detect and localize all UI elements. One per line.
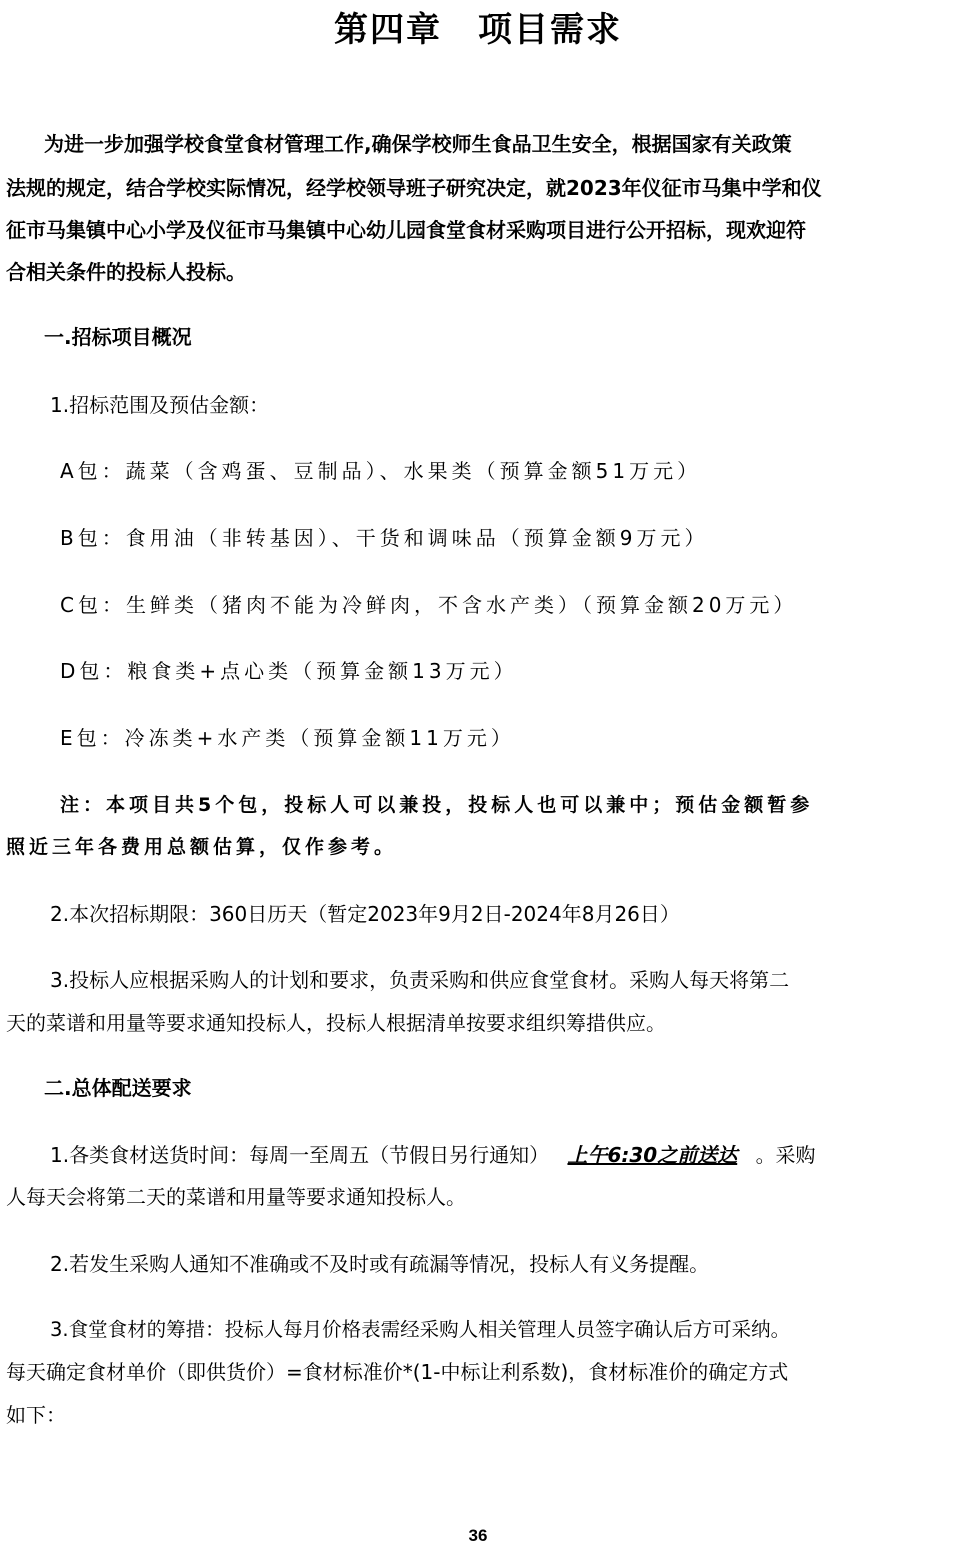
intro-line-4: 合相关条件的投标人投标。: [6, 260, 246, 284]
section1-item2: 2.本次招标期限：360日历天（暂定2023年9月2日-2024年8月26日）: [50, 902, 680, 926]
intro-line-2: 法规的规定，结合学校实际情况，经学校领导班子研究决定，就2023年仪征市马集中学和仪: [6, 176, 822, 200]
section2-item1-line-1: [50, 1143, 816, 1167]
package-e: E包：冷冻类+水产类（预算金额11万元）: [60, 726, 515, 750]
package-a: A包：蔬菜（含鸡蛋、豆制品）、水果类（预算金额51万元）: [60, 459, 702, 483]
chapter-title: 第四章 项目需求: [334, 10, 622, 50]
section2-item3-line-1: 3.食堂食材的筹措：投标人每月价格表需经采购人相关管理人员签字确认后方可采纳。: [50, 1318, 791, 1341]
intro-line-3: 征市马集镇中心小学及仪征市马集镇中心幼儿园食堂食材采购项目进行公开招标，现欢迎符: [6, 218, 806, 242]
intro-line-1: 为进一步加强学校食堂食材管理工作,确保学校师生食品卫生安全，根据国家有关政策: [44, 132, 792, 156]
package-d: D包：粮食类+点心类（预算金额13万元）: [60, 659, 518, 683]
section2-item3-line-2: 每天确定食材单价（即供货价）=食材标准价*(1-中标让利系数)，食材标准价的确定方式: [6, 1360, 789, 1384]
section2-item1-prefix: 1.各类食材送货时间：每周一至周五（节假日另行通知）: [50, 1143, 550, 1167]
section2-item3-line-3: 如下：: [6, 1403, 66, 1427]
section2-heading: 二.总体配送要求: [44, 1076, 192, 1100]
section1-heading: 一.招标项目概况: [44, 325, 192, 349]
package-b: B包：食用油（非转基因）、干货和调味品（预算金额9万元）: [60, 526, 709, 550]
section1-item3-line-2: 天的菜谱和用量等要求通知投标人，投标人根据清单按要求组织筹措供应。: [6, 1011, 666, 1035]
page-number: 36: [468, 1526, 488, 1545]
package-c: C包：生鲜类（猪肉不能为冷鲜肉，不含水产类）（预算金额20万元）: [60, 593, 798, 617]
section1-item3-line-1: 3.投标人应根据采购人的计划和要求，负责采购和供应食堂食材。采购人每天将第二: [50, 968, 790, 992]
section1-item1-heading: 1.招标范围及预估金额：: [50, 393, 270, 417]
delivery-deadline: 上午6:30之前送达: [567, 1143, 738, 1167]
note-line-2: 照近三年各费用总额估算，仅作参考。: [6, 836, 398, 858]
note-line-1: 注：本项目共5个包，投标人可以兼投，投标人也可以兼中；预估金额暂参: [60, 794, 814, 816]
section2-item1-suffix: 。采购: [755, 1143, 816, 1167]
section2-item2: 2.若发生采购人通知不准确或不及时或有疏漏等情况，投标人有义务提醒。: [50, 1252, 710, 1276]
section2-item1-line-2: 人每天会将第二天的菜谱和用量等要求通知投标人。: [6, 1185, 466, 1209]
